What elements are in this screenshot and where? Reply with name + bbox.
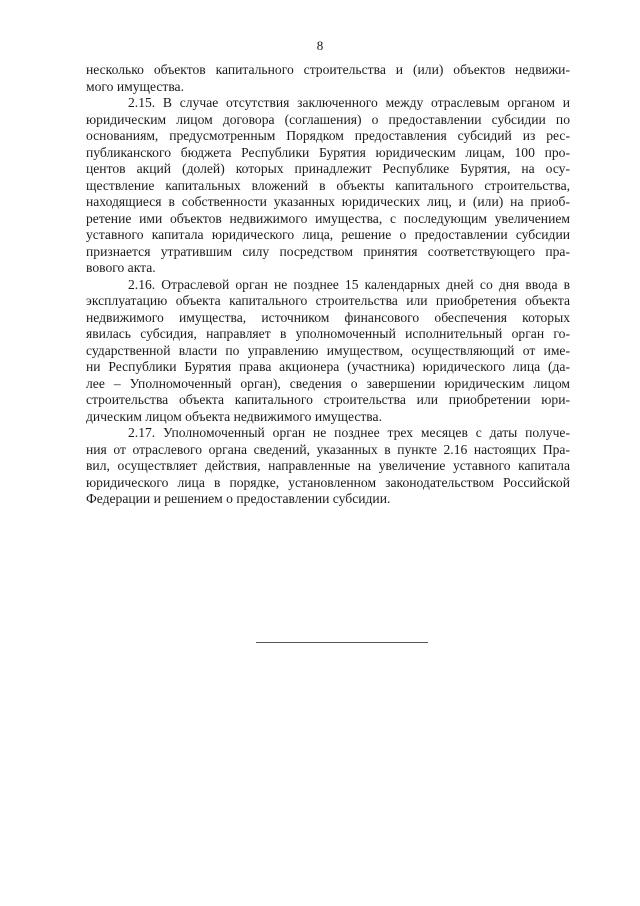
text-line: ществление капитальных вложений в объекты капитального строительства, xyxy=(86,177,570,193)
text-line: признается утратившим силу посредством принятия соответствующего пра- xyxy=(86,243,570,259)
text-line: вового акта. xyxy=(86,260,156,275)
text-line: несколько объектов капитального строительства и (или) объектов недвижи- xyxy=(86,62,570,77)
text-line: 2.16. Отраслевой орган не позднее 15 календарных дней со дня ввода в xyxy=(128,276,570,292)
text-line: явилась субсидия, направляет в уполномоченный исполнительный орган го- xyxy=(86,326,570,341)
text-line: ни Республики Бурятия права акционера (участника) юридического лица (да- xyxy=(86,359,570,374)
paragraph-2-17 xyxy=(86,425,570,508)
paragraph-2-16 xyxy=(86,277,570,426)
text-line: 2.15. В случае отсутствия заключенного между отраслевым органом и xyxy=(128,95,570,110)
text-line: основаниям, предусмотренным Порядком предоставления субсидий из рес- xyxy=(86,128,570,143)
text-line: юридического лица в порядке, установленном законодательством Российской xyxy=(86,474,570,490)
text-line: 2.17. Уполномоченный орган не позднее трех месяцев с даты получе- xyxy=(128,425,570,440)
text-line: лее – Уполномоченный орган), сведения о завершении юридическим лицом xyxy=(86,375,570,391)
text-line: вил, осуществляет действия, направленные на увеличение уставного капитала xyxy=(86,458,570,473)
document-body xyxy=(86,62,570,508)
text-line: ния от отраслевого органа сведений, указанных в пункте 2.16 настоящих Пра- xyxy=(86,441,570,457)
text-line: публиканского бюджета Республики Бурятия юридическим лицам, 100 про- xyxy=(86,144,570,160)
paragraph-2-15 xyxy=(86,95,570,277)
text-line: недвижимого имущества, источником финансового обеспечения которых xyxy=(86,309,570,325)
text-line: Федерации и решением о предоставлении субсидии. xyxy=(86,491,391,506)
text-line: сударственной власти по управлению имуществом, осуществляющий от име- xyxy=(86,342,570,358)
text-line: строительства объекта капитального строительства или приобретении юри- xyxy=(86,392,570,407)
text-line: юридическим лицом договора (соглашения) о предоставлении субсидии по xyxy=(86,111,570,127)
text-line: ретение ими объектов недвижимого имущества, с последующим увеличением xyxy=(86,210,570,226)
paragraph-continuation xyxy=(86,62,570,95)
text-line: мого имущества. xyxy=(86,78,184,94)
text-line: уставного капитала юридического лица, решение о предоставлении субсидии xyxy=(86,227,570,242)
text-line: дическим лицом объекта недвижимого имущества. xyxy=(86,408,382,424)
page-number: 8 xyxy=(316,38,324,53)
end-of-text-divider xyxy=(256,642,428,643)
text-line: эксплуатацию объекта капитального строительства или приобретения объекта xyxy=(86,293,570,308)
text-line: центов акций (долей) которых принадлежит Республике Бурятия, на осу- xyxy=(86,161,570,176)
text-line: находящиеся в собственности указанных юридических лиц, и (или) на приоб- xyxy=(86,194,570,209)
